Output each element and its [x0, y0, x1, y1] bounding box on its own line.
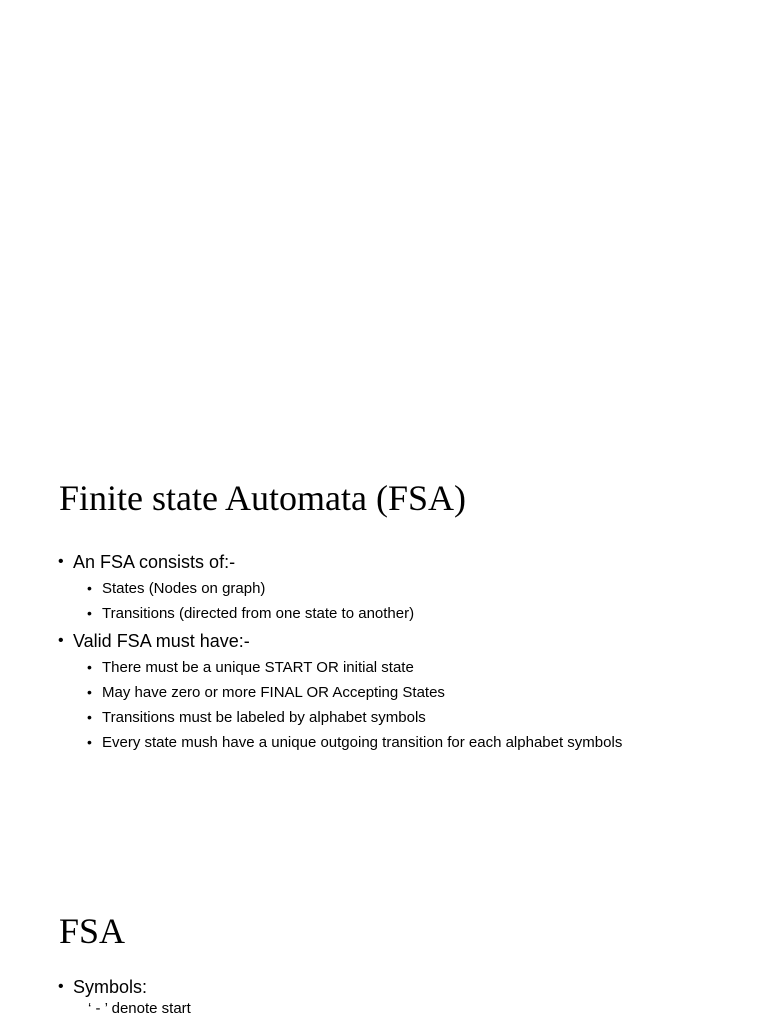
- sub-bullet-text: Transitions (directed from one state to another): [102, 605, 415, 622]
- sub-bullet-list: [73, 655, 622, 755]
- slide-title-fsa: FSA: [59, 911, 126, 951]
- bullet-list: [58, 551, 622, 759]
- sub-item-text: ‘ - ’ denote start: [88, 1000, 191, 1017]
- bullet-icon: •: [87, 734, 92, 750]
- bullet-text: Symbols:: [73, 977, 148, 997]
- bullet-list: [58, 976, 191, 1024]
- sub-bullet-item: [87, 655, 622, 680]
- bullet-item: [58, 630, 622, 755]
- sub-bullet-text: May have zero or more FINAL OR Accepting States: [102, 684, 445, 701]
- bullet-icon: •: [87, 605, 92, 621]
- bullet-item: [58, 976, 191, 1020]
- sub-bullet-text: Every state mush have a unique outgoing transition for each alphabet symbols: [102, 734, 623, 751]
- sub-bullet-item: [87, 576, 622, 601]
- sub-bullet-item: [87, 601, 622, 626]
- bullet-icon: •: [58, 632, 64, 649]
- sub-bullet-item: [87, 705, 622, 730]
- bullet-text: Valid FSA must have:-: [73, 631, 250, 651]
- bullet-icon: •: [87, 659, 92, 675]
- bullet-icon: •: [87, 580, 92, 596]
- bullet-text: An FSA consists of:-: [73, 552, 236, 572]
- sub-bullet-list: [73, 576, 622, 626]
- bullet-icon: •: [87, 684, 92, 700]
- sub-bullet-item: [87, 680, 622, 705]
- slide-title-fsa-definition: Finite state Automata (FSA): [59, 478, 466, 518]
- bullet-icon: •: [58, 978, 64, 995]
- sub-bullet-text: There must be a unique START OR initial state: [102, 659, 414, 676]
- bullet-icon: •: [58, 553, 64, 570]
- bullet-icon: •: [87, 709, 92, 725]
- sub-bullet-item: [87, 730, 622, 755]
- sub-bullet-text: States (Nodes on graph): [102, 580, 266, 597]
- sub-bullet-text: Transitions must be labeled by alphabet symbols: [102, 709, 426, 726]
- bullet-item: [58, 551, 622, 626]
